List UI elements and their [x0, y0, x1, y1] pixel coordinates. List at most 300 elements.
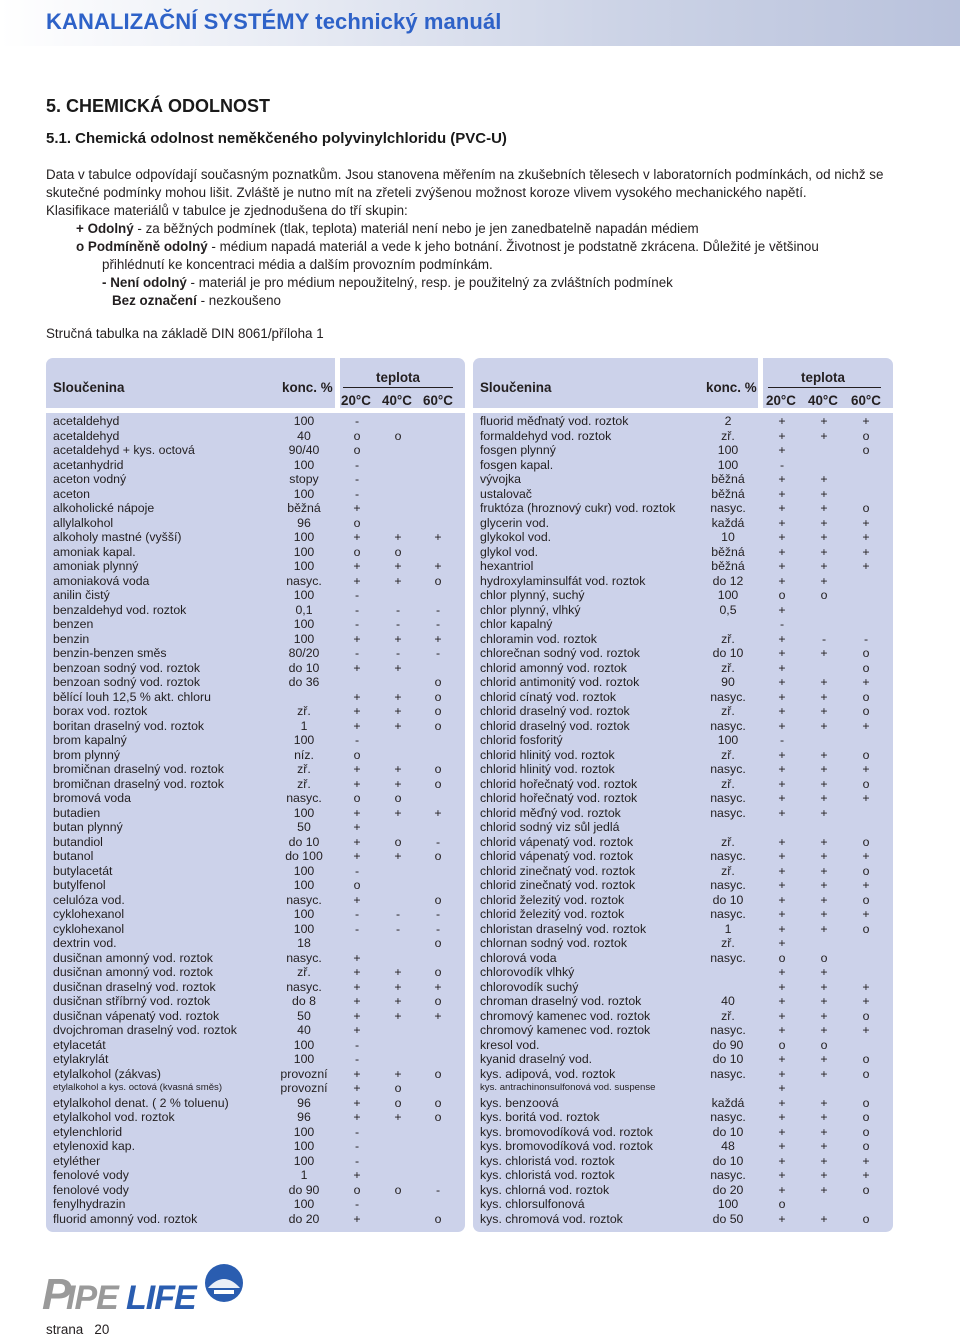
rating-20c: + [353, 849, 361, 863]
rating-60c: o [862, 1139, 870, 1153]
rating-40c: + [820, 921, 828, 936]
rating-20c: - [354, 1197, 360, 1211]
table-row [473, 632, 893, 647]
rating-60c: + [434, 530, 442, 544]
rating-60c: + [862, 544, 870, 559]
rating-20c: o [353, 1182, 361, 1197]
concentration-value: do 20 [288, 1211, 320, 1226]
compound-name: dextrin vod. [53, 936, 117, 950]
rating-20c: - [354, 646, 360, 660]
table-row [473, 501, 893, 516]
compound-name: hexantriol [480, 559, 534, 573]
table-row [473, 864, 893, 879]
rating-20c: - [354, 457, 360, 472]
rating-20c: + [778, 1066, 786, 1081]
rating-20c: + [778, 849, 786, 863]
rating-20c: - [354, 602, 360, 617]
table-row [46, 777, 465, 792]
compound-name: bělící louh 12,5 % akt. chloru [53, 689, 211, 704]
rating-60c: o [862, 1124, 870, 1139]
resistance-table-left [46, 358, 465, 1232]
symbol-o: o [76, 239, 85, 254]
rating-60c: o [862, 1110, 870, 1124]
concentration-value: 100 [293, 1153, 315, 1168]
table-row [46, 806, 465, 821]
concentration-value: 100 [293, 1124, 315, 1139]
compound-name: chlorid železitý vod. roztok [480, 892, 625, 907]
concentration-value: nasyc. [286, 573, 322, 588]
table-row [46, 1067, 465, 1082]
rating-20c: + [778, 704, 786, 718]
rating-60c: - [863, 631, 869, 646]
classification-text: - nezkoušeno [196, 293, 281, 308]
table-row [46, 1052, 465, 1067]
concentration-value: zř. [721, 660, 735, 675]
rating-20c: + [778, 1211, 786, 1226]
rating-20c: - [779, 733, 785, 747]
table-row [46, 472, 465, 487]
concentration-value: do 10 [712, 892, 744, 907]
rating-40c: o [394, 1095, 402, 1110]
concentration-value: zř. [297, 762, 311, 776]
compound-name: etylalkohol vod. roztok [53, 1110, 175, 1124]
column-header-60c: 60°C [851, 393, 881, 408]
concentration-value: zř. [297, 704, 311, 718]
compound-name: chroman draselný vod. roztok [480, 994, 642, 1008]
rating-20c: + [778, 646, 786, 660]
table-row [46, 675, 465, 690]
column-header-40c: 40°C [382, 393, 412, 408]
concentration-value: 80/20 [288, 646, 320, 660]
compound-name: amoniak plynný [53, 559, 139, 573]
table-row [46, 661, 465, 676]
rating-60c: - [435, 921, 441, 936]
rating-60c: o [862, 689, 870, 704]
rating-20c: o [778, 1037, 786, 1052]
svg-text:P: P [42, 1270, 70, 1314]
rating-40c: + [820, 892, 828, 907]
compound-name: kresol vod. [480, 1037, 540, 1052]
rating-20c: - [354, 617, 360, 631]
concentration-value: do 10 [712, 1153, 744, 1168]
compound-name: fluorid amonný vod. roztok [53, 1211, 198, 1226]
rating-20c: + [778, 834, 786, 849]
compound-name: fosgen kapal. [480, 457, 554, 472]
compound-name: brom plynný [53, 747, 120, 762]
table-row [46, 1023, 465, 1038]
rating-40c: o [394, 1081, 402, 1095]
rating-40c: + [820, 1066, 828, 1081]
rating-20c: + [353, 1081, 361, 1095]
rating-40c: - [395, 907, 401, 921]
table-row [46, 443, 465, 458]
resistance-table-right [473, 358, 893, 1232]
concentration-value: 100 [293, 631, 315, 646]
concentration-value: každá [711, 1095, 745, 1110]
concentration-value: zř. [721, 936, 735, 950]
compound-name: chlorid cínatý vod. roztok [480, 689, 617, 704]
compound-name: alkoholické nápoje [53, 501, 155, 515]
rating-20c: - [354, 486, 360, 501]
compound-name: chlorid sodný viz sůl jedlá [480, 820, 620, 834]
rating-20c: - [354, 1153, 360, 1168]
rating-40c: + [820, 573, 828, 588]
rating-60c: + [862, 559, 870, 573]
compound-name: etylenchlorid [53, 1124, 123, 1139]
rating-20c: + [353, 1095, 361, 1110]
rating-40c: o [394, 428, 402, 443]
table-row [473, 675, 893, 690]
compound-name: benzen [53, 617, 94, 631]
concentration-value: do 10 [288, 834, 320, 849]
compound-name: chlor plynný, suchý [480, 588, 585, 602]
concentration-value: zř. [297, 965, 311, 979]
rating-20c: + [353, 718, 361, 733]
symbol-plus: + [76, 221, 84, 236]
compound-name: ustalovač [480, 486, 532, 501]
rating-60c: - [435, 907, 441, 921]
rating-20c: + [778, 1081, 786, 1095]
rating-60c: o [862, 863, 870, 878]
table-row [473, 936, 893, 951]
rating-20c: + [778, 1124, 786, 1139]
rating-60c: - [435, 1182, 441, 1197]
compound-name: kys. chlorsulfonová [480, 1197, 585, 1211]
rating-40c: + [820, 776, 828, 791]
table-row [473, 1168, 893, 1183]
concentration-value: 1 [300, 718, 308, 733]
compound-name: fosgen plynný [480, 443, 556, 457]
section-title: 5. CHEMICKÁ ODOLNOST [46, 96, 271, 116]
rating-20c: + [778, 428, 786, 443]
compound-name: formaldehyd vod. roztok [480, 428, 612, 443]
concentration-value: 96 [297, 515, 311, 530]
table-row [46, 1038, 465, 1053]
concentration-value: nasyc. [710, 1066, 746, 1081]
classification-resistant [46, 220, 926, 238]
compound-name: chlorid hořečnatý vod. roztok [480, 776, 638, 791]
concentration-value: do 20 [712, 1182, 744, 1197]
rating-40c: + [394, 689, 402, 704]
table-caption: Stručná tabulka na základě DIN 8061/příloha 1 [46, 326, 324, 341]
rating-40c: + [820, 646, 828, 660]
concentration-value: do 36 [288, 675, 320, 689]
compound-name: allylalkohol [53, 515, 114, 530]
rating-60c: o [862, 1066, 870, 1081]
compound-name: chlorid zinečnatý vod. roztok [480, 878, 636, 892]
table-body-left [46, 414, 465, 1226]
table-row [473, 878, 893, 893]
table-row [46, 951, 465, 966]
table-row [46, 1081, 465, 1096]
table-row [473, 951, 893, 966]
table-row [46, 516, 465, 531]
rating-20c: + [778, 907, 786, 921]
table-row [473, 994, 893, 1009]
rating-40c: + [820, 689, 828, 704]
table-row [46, 849, 465, 864]
rating-20c: - [354, 1052, 360, 1066]
rating-20c: + [778, 921, 786, 936]
column-header-temperature: teplota [376, 370, 420, 385]
rating-20c: - [354, 733, 360, 747]
table-row [46, 835, 465, 850]
compound-name: borax vod. roztok [53, 704, 148, 718]
table-row [46, 922, 465, 937]
rating-60c: o [862, 892, 870, 907]
rating-20c: + [353, 501, 361, 515]
rating-40c: - [821, 631, 827, 646]
rating-60c: o [862, 646, 870, 660]
rating-40c: - [395, 921, 401, 936]
compound-name: butandiol [53, 834, 103, 849]
compound-name: chlorovodík suchý [480, 979, 579, 994]
rating-20c: + [353, 573, 361, 588]
rating-60c: o [862, 747, 870, 762]
rating-40c: + [820, 1153, 828, 1168]
table-row [46, 530, 465, 545]
rating-20c: + [778, 530, 786, 544]
table-row [46, 704, 465, 719]
table-row [46, 980, 465, 995]
compound-name: brom kapalný [53, 733, 127, 747]
compound-name: anilin čistý [53, 588, 110, 602]
rating-40c: + [394, 573, 402, 588]
rating-40c: o [820, 1037, 828, 1052]
rating-40c: + [820, 834, 828, 849]
compound-name: chlorid draselný vod. roztok [480, 704, 630, 718]
rating-20c: + [778, 979, 786, 994]
concentration-value: 90 [721, 675, 735, 689]
rating-20c: + [778, 1052, 786, 1066]
rating-20c: - [354, 1037, 360, 1052]
rating-40c: + [820, 1110, 828, 1124]
compound-name: etylacetát [53, 1037, 106, 1052]
column-header-temperature: teplota [801, 370, 845, 385]
rating-60c: o [434, 936, 442, 950]
compound-name: chlorid vápenatý vod. roztok [480, 834, 634, 849]
rating-20c: o [353, 878, 361, 892]
concentration-value: 100 [293, 530, 315, 544]
rating-20c: + [778, 1182, 786, 1197]
compound-name: chlorid zinečnatý vod. roztok [480, 863, 636, 878]
compound-name: alkoholy mastné (vyšší) [53, 530, 182, 544]
rating-20c: + [778, 1023, 786, 1037]
column-header-40c: 40°C [808, 393, 838, 408]
rating-20c: + [778, 559, 786, 573]
rating-20c: + [778, 631, 786, 646]
compound-name: kys. chloristá vod. roztok [480, 1153, 615, 1168]
concentration-value: nasyc. [710, 950, 746, 965]
table-row [473, 617, 893, 632]
rating-20c: + [778, 1139, 786, 1153]
table-row [46, 1183, 465, 1198]
table-row [46, 545, 465, 560]
table-row [473, 1183, 893, 1198]
table-row [473, 777, 893, 792]
rating-20c: + [353, 820, 361, 834]
concentration-value: zř. [721, 747, 735, 762]
compound-name: bromičnan draselný vod. roztok [53, 762, 224, 776]
rating-60c: - [435, 646, 441, 660]
rating-60c: + [862, 530, 870, 544]
table-row [473, 820, 893, 835]
rating-20c: + [353, 776, 361, 791]
classification-label: Není odolný [110, 275, 187, 290]
rating-40c: + [394, 1066, 402, 1081]
compound-name: amoniaková voda [53, 573, 150, 588]
concentration-value: nasyc. [286, 950, 322, 965]
table-row [46, 762, 465, 777]
concentration-value: 48 [721, 1139, 735, 1153]
concentration-value: 100 [293, 1197, 315, 1211]
table-row [46, 574, 465, 589]
table-row [46, 936, 465, 951]
concentration-value: provozní [280, 1066, 328, 1081]
rating-40c: + [394, 776, 402, 791]
compound-name: chlorid měďný vod. roztok [480, 805, 621, 820]
rating-60c: + [434, 631, 442, 646]
table-row [46, 1168, 465, 1183]
rating-20c: - [354, 588, 360, 602]
header-separator [46, 408, 465, 413]
rating-40c: + [394, 979, 402, 994]
compound-name: butadien [53, 805, 101, 820]
concentration-value: nasyc. [286, 791, 322, 805]
compound-name: butylfenol [53, 878, 106, 892]
rating-60c: o [434, 776, 442, 791]
rating-20c: + [353, 530, 361, 544]
symbol-minus: - [102, 275, 107, 290]
rating-20c: + [353, 1066, 361, 1081]
table-row [473, 414, 893, 429]
compound-name: dusičnan draselný vod. roztok [53, 979, 216, 994]
classification-label: Podmíněně odolný [87, 239, 208, 254]
table-row [473, 661, 893, 676]
rating-40c: + [820, 979, 828, 994]
rating-40c: + [820, 1052, 828, 1066]
header-separator [473, 408, 893, 413]
svg-text:LIFE: LIFE [126, 1279, 196, 1314]
rating-40c: + [820, 1139, 828, 1153]
table-row [473, 472, 893, 487]
rating-40c: + [394, 660, 402, 675]
page-label: strana [46, 1322, 84, 1337]
table-row [473, 559, 893, 574]
concentration-value: zř. [721, 1008, 735, 1023]
rating-20c: - [354, 907, 360, 921]
rating-40c: + [820, 878, 828, 892]
rating-20c: + [353, 559, 361, 573]
rating-20c: - [779, 617, 785, 631]
table-row [46, 646, 465, 661]
compound-name: benzin-benzen směs [53, 646, 167, 660]
rating-20c: + [778, 936, 786, 950]
concentration-value: 100 [293, 1139, 315, 1153]
concentration-value: zř. [721, 776, 735, 791]
concentration-value: nasyc. [710, 1168, 746, 1182]
concentration-value: do 10 [712, 1052, 744, 1066]
table-row [473, 1052, 893, 1067]
rating-60c: + [862, 718, 870, 733]
compound-name: chloramin vod. roztok [480, 631, 597, 646]
table-row [473, 646, 893, 661]
rating-60c: o [862, 660, 870, 675]
table-row [473, 980, 893, 995]
compound-name: etylalkohol (zákvas) [53, 1066, 161, 1081]
compound-name: chlorid amonný vod. roztok [480, 660, 627, 675]
rating-20c: + [353, 660, 361, 675]
table-row [46, 719, 465, 734]
table-row [46, 1212, 465, 1227]
rating-40c: o [394, 791, 402, 805]
concentration-value: do 50 [712, 1211, 744, 1226]
rating-40c: + [820, 486, 828, 501]
compound-name: chlorid železitý vod. roztok [480, 907, 625, 921]
rating-40c: + [820, 762, 828, 776]
concentration-value: 100 [293, 1052, 315, 1066]
concentration-value: 100 [293, 588, 315, 602]
concentration-value: nasyc. [710, 718, 746, 733]
concentration-value: 96 [297, 1095, 311, 1110]
concentration-value: nasyc. [710, 689, 746, 704]
compound-name: chlor kapalný [480, 617, 553, 631]
rating-20c: + [778, 675, 786, 689]
table-row [473, 1139, 893, 1154]
rating-20c: + [778, 805, 786, 820]
table-row [473, 791, 893, 806]
rating-60c: + [862, 1153, 870, 1168]
rating-60c: o [862, 704, 870, 718]
concentration-value: zř. [721, 863, 735, 878]
rating-20c: + [778, 791, 786, 805]
table-row [473, 835, 893, 850]
table-row [46, 559, 465, 574]
compound-name: hydroxylaminsulfát vod. roztok [480, 573, 646, 588]
rating-20c: + [778, 573, 786, 588]
rating-20c: + [353, 950, 361, 965]
concentration-value: 90/40 [288, 443, 320, 457]
rating-60c: - [435, 834, 441, 849]
table-row [473, 965, 893, 980]
rating-40c: + [820, 1168, 828, 1182]
rating-60c: o [434, 762, 442, 776]
rating-20c: + [778, 965, 786, 979]
rating-20c: + [778, 501, 786, 515]
concentration-value: 0,1 [295, 602, 313, 617]
table-row [46, 632, 465, 647]
rating-60c: + [862, 762, 870, 776]
compound-name: chlornan sodný vod. roztok [480, 936, 627, 950]
concentration-value: 100 [293, 733, 315, 747]
rating-40c: + [394, 994, 402, 1008]
rating-40c: + [394, 631, 402, 646]
rating-40c: + [820, 849, 828, 863]
rating-60c: o [862, 428, 870, 443]
rating-20c: o [353, 747, 361, 762]
compound-name: kys. benzoová [480, 1095, 559, 1110]
compound-name: kys. chromová vod. roztok [480, 1211, 623, 1226]
rating-20c: o [778, 950, 786, 965]
rating-60c: + [434, 979, 442, 994]
compound-name: dvojchroman draselný vod. roztok [53, 1023, 237, 1037]
concentration-value: 2 [724, 414, 732, 428]
compound-name: fruktóza (hroznový cukr) vod. roztok [480, 501, 676, 515]
concentration-value: 100 [717, 1197, 739, 1211]
concentration-value: zř. [721, 704, 735, 718]
concentration-value: 100 [717, 457, 739, 472]
concentration-value: 100 [293, 617, 315, 631]
